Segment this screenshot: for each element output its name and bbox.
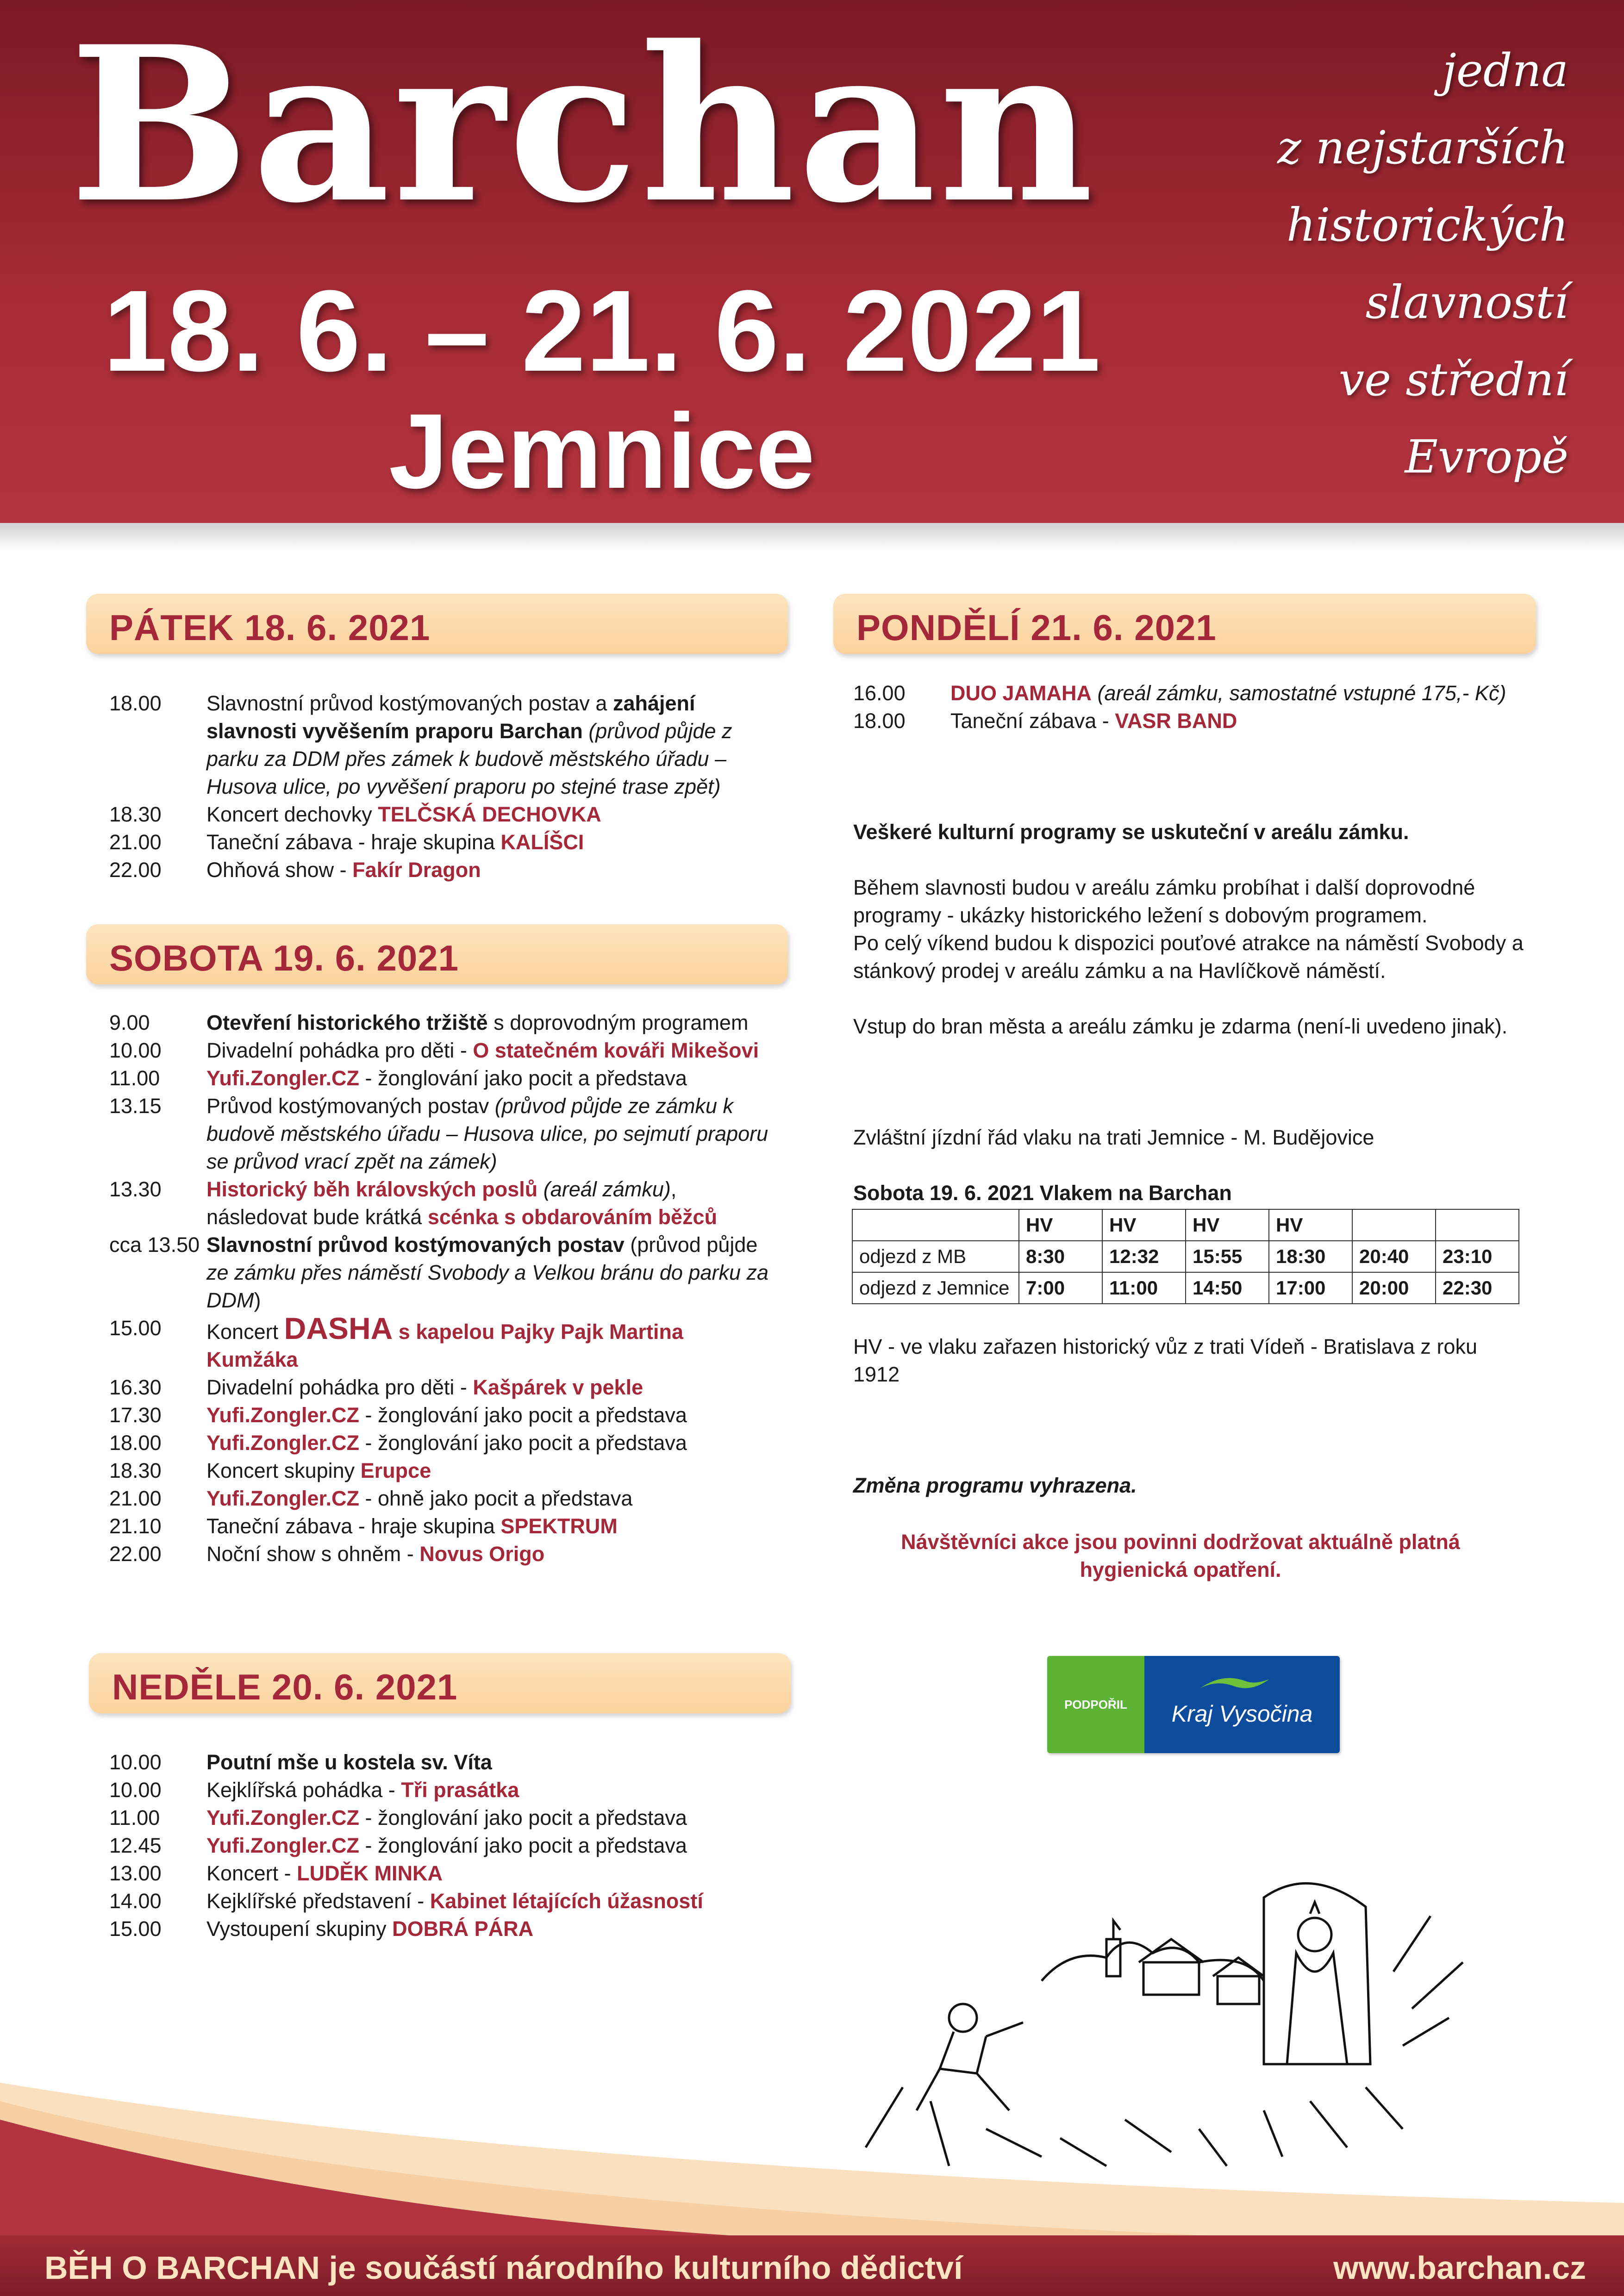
train-cell: 22:30: [1436, 1272, 1519, 1304]
program-time: 21.10: [109, 1514, 162, 1538]
program-text: Erupce: [360, 1459, 431, 1482]
program-text: Kejklířské představení -: [206, 1889, 430, 1913]
program-description: [206, 1887, 781, 1915]
program-row: [109, 1374, 781, 1401]
tagline-line: ve střední: [1338, 354, 1568, 406]
info-attractions: Po celý víkend budou k dispozici pouťové atrakce na náměstí Svobody a stánkový prodej v areálu zámku a na Havlíčkově náměstí.: [853, 931, 1524, 983]
program-time: 16.00: [853, 681, 906, 705]
hygiene-note: Návštěvníci akce jsou povinni dodržovat aktuálně platná hygienická opatření.: [901, 1530, 1460, 1581]
train-cell: 15:55: [1186, 1241, 1269, 1272]
train-cell: 12:32: [1102, 1241, 1186, 1272]
program-text: Koncert: [206, 1320, 284, 1344]
program-description: [206, 1512, 781, 1540]
logo-swoosh-icon: [1200, 1674, 1269, 1693]
train-row: [852, 1272, 1519, 1304]
day-heading-label: PONDĚLÍ 21. 6. 2021: [856, 607, 1217, 648]
event-town: Jemnice: [388, 392, 815, 510]
program-row: [109, 1457, 781, 1485]
info-venue: Veškeré kulturní programy se uskuteční v areálu zámku.: [853, 820, 1409, 844]
program-row: [109, 1915, 781, 1943]
program-time: 18.30: [109, 803, 162, 826]
train-row: [852, 1209, 1519, 1241]
program-text: Slavnostní průvod kostýmovaných postav a: [206, 691, 613, 715]
program-description: [206, 1915, 781, 1943]
program-monday: [853, 679, 1524, 735]
train-note: HV - ve vlaku zařazen historický vůz z trati Vídeň - Bratislava z roku 1912: [853, 1335, 1477, 1386]
program-row: [109, 801, 781, 828]
program-time: 15.00: [109, 1316, 162, 1340]
event-dates: 18. 6. – 21. 6. 2021: [103, 266, 1101, 395]
train-cell: 23:10: [1436, 1241, 1519, 1272]
program-row: [853, 707, 1524, 735]
footer-website-link[interactable]: www.barchan.cz: [1333, 2250, 1586, 2286]
program-time: 18.30: [109, 1459, 162, 1482]
logo-region-text: Kraj Vysočina: [1171, 1701, 1313, 1727]
program-text: , následovat bude krátká: [206, 1177, 677, 1229]
train-cell: 8:30: [1019, 1241, 1102, 1272]
program-time: 22.00: [109, 858, 162, 882]
program-row: [109, 1887, 781, 1915]
program-text: SPEKTRUM: [500, 1514, 618, 1538]
program-text: Vystoupení skupiny: [206, 1917, 393, 1941]
tagline-line: slavností: [1365, 276, 1568, 329]
program-row: [109, 1037, 781, 1064]
program-text: Novus Origo: [419, 1542, 545, 1566]
program-text: ze zámku přes náměstí Svobody a Velkou bránu do parku za DDM: [206, 1261, 769, 1312]
program-time: 15.00: [109, 1917, 162, 1941]
program-text: Yufi.Zongler.CZ: [206, 1834, 360, 1857]
program-row: [109, 828, 781, 856]
program-sunday: [109, 1748, 781, 1943]
info-entry: Vstup do bran města a areálu zámku je zdarma (není-li uvedeno jinak).: [853, 1014, 1508, 1038]
train-subtitle: Sobota 19. 6. 2021 Vlakem na Barchan: [853, 1181, 1232, 1205]
program-text: TELČSKÁ DECHOVKA: [378, 803, 601, 826]
footer-heritage-text: BĚH O BARCHAN je součástí národního kulturního dědictví: [44, 2250, 963, 2286]
program-time: 18.00: [109, 1431, 162, 1455]
program-text: - žonglování jako pocit a představa: [359, 1834, 687, 1857]
program-description: [206, 1429, 781, 1457]
program-time: 21.00: [109, 830, 162, 854]
program-text: Otevření historického tržiště: [206, 1011, 488, 1034]
program-text: - žonglování jako pocit a představa: [359, 1066, 687, 1090]
program-description: [206, 1064, 781, 1092]
tagline-line: jedna: [1442, 44, 1568, 97]
program-row: [109, 1401, 781, 1429]
program-text: - ohně jako pocit a představa: [359, 1487, 633, 1510]
program-row: [109, 1231, 781, 1314]
program-text: Yufi.Zongler.CZ: [206, 1431, 360, 1455]
train-timetable: [852, 1209, 1519, 1304]
train-cell: [1436, 1209, 1519, 1241]
program-text: DASHA: [284, 1311, 393, 1345]
program-text: - žonglování jako pocit a představa: [359, 1431, 687, 1455]
program-text: Kašpárek v pekle: [473, 1375, 643, 1399]
program-friday: [109, 690, 781, 884]
program-time: cca 13.50: [109, 1233, 200, 1257]
footer-bar: [0, 2235, 1624, 2296]
program-text: Slavnostní průvod kostýmovaných postav: [206, 1233, 625, 1257]
program-row: [109, 1540, 781, 1568]
program-description: [206, 1457, 781, 1485]
program-row: [109, 1009, 781, 1037]
program-text: Koncert -: [206, 1861, 297, 1885]
program-time: 10.00: [109, 1039, 162, 1062]
train-cell: 18:30: [1269, 1241, 1352, 1272]
program-text: VASR BAND: [1115, 709, 1237, 733]
program-time: 21.00: [109, 1487, 162, 1510]
logo-region-name: [1144, 1656, 1340, 1753]
train-cell: 17:00: [1269, 1272, 1352, 1304]
tagline: [1152, 32, 1568, 496]
program-description: [206, 1231, 781, 1314]
program-time: 22.00: [109, 1542, 162, 1566]
info-programs: Během slavnosti budou v areálu zámku probíhat i další doprovodné programy - ukázky historického ležení s dobovým programem.: [853, 876, 1475, 927]
program-change-note: Změna programu vyhrazena.: [853, 1474, 1137, 1497]
program-text: Taneční zábava -: [950, 709, 1115, 733]
program-description: [206, 1176, 781, 1231]
program-description: [206, 1374, 781, 1401]
program-time: 11.00: [109, 1066, 160, 1090]
program-text: (průvod půjde ze zámku k budově městského úřadu – Husova ulice, po sejmutí praporu se průvod vrací zpět na zámek): [206, 1094, 768, 1173]
program-description: [206, 1009, 781, 1037]
program-text: Kabinet létajících úžasností: [430, 1889, 703, 1913]
train-cell: HV: [1102, 1209, 1186, 1241]
program-description: [206, 1037, 781, 1064]
program-text: Yufi.Zongler.CZ: [206, 1403, 360, 1427]
program-description: [950, 679, 1524, 707]
program-time: 14.00: [109, 1889, 162, 1913]
program-text: LUDĚK MINKA: [297, 1861, 443, 1885]
day-heading-label: NEDĚLE 20. 6. 2021: [112, 1667, 458, 1707]
program-text: Kejklířská pohádka -: [206, 1778, 401, 1802]
program-text: - žonglování jako pocit a představa: [359, 1403, 687, 1427]
program-text: ): [254, 1288, 261, 1312]
program-time: 17.30: [109, 1403, 162, 1427]
program-row: [853, 679, 1524, 707]
program-text: - žonglování jako pocit a představa: [359, 1806, 687, 1829]
program-description: [206, 1776, 781, 1804]
program-text: zahájení slavnosti vyvěšením praporu Barchan: [206, 691, 695, 743]
program-description: [206, 1401, 781, 1429]
program-description: [206, 1311, 781, 1374]
train-cell: odjezd z MB: [852, 1241, 1019, 1272]
program-text: Yufi.Zongler.CZ: [206, 1487, 360, 1510]
tagline-line: Evropě: [1405, 431, 1568, 484]
program-description: [206, 1540, 781, 1568]
day-heading-saturday: [86, 924, 788, 984]
program-text: Yufi.Zongler.CZ: [206, 1806, 360, 1829]
program-time: 12.45: [109, 1834, 162, 1857]
program-row: [109, 1776, 781, 1804]
program-text: s doprovodným programem: [487, 1011, 749, 1034]
program-row: [109, 1860, 781, 1887]
program-description: [206, 1832, 781, 1860]
day-heading-label: PÁTEK 18. 6. 2021: [109, 607, 431, 648]
train-cell: HV: [1269, 1209, 1352, 1241]
program-description: [950, 707, 1524, 735]
program-text: Taneční zábava - hraje skupina: [206, 830, 501, 854]
train-cell: HV: [1019, 1209, 1102, 1241]
event-title: Barchan: [69, 0, 1097, 250]
program-row: [109, 1064, 781, 1092]
program-time: 10.00: [109, 1750, 162, 1774]
program-text: DUO JAMAHA: [950, 681, 1092, 705]
program-time: 16.30: [109, 1375, 162, 1399]
program-text: Yufi.Zongler.CZ: [206, 1066, 360, 1090]
train-cell: 7:00: [1019, 1272, 1102, 1304]
program-description: [206, 828, 781, 856]
program-description: [206, 801, 781, 828]
program-row: [109, 1804, 781, 1832]
program-text: (průvod půjde: [624, 1233, 758, 1257]
day-heading-sunday: [89, 1653, 791, 1713]
program-text: (areál zámku): [537, 1177, 671, 1201]
program-time: 11.00: [109, 1806, 160, 1829]
day-heading-friday: [86, 594, 788, 654]
program-description: [206, 1092, 781, 1176]
program-time: 18.00: [109, 691, 162, 715]
program-text: Noční show s ohněm -: [206, 1542, 420, 1566]
kraj-vysocina-logo: [1047, 1656, 1340, 1753]
program-text: Historický běh královských poslů: [206, 1177, 538, 1201]
program-text: Koncert skupiny: [206, 1459, 361, 1482]
program-text: Poutní mše u kostela sv. Víta: [206, 1750, 492, 1774]
program-time: 10.00: [109, 1778, 162, 1802]
train-cell: [1352, 1209, 1436, 1241]
train-row: [852, 1241, 1519, 1272]
program-description: [206, 1748, 781, 1776]
program-row: [109, 1485, 781, 1512]
program-row: [109, 1092, 781, 1176]
program-time: 13.15: [109, 1094, 162, 1118]
train-title: Zvláštní jízdní řád vlaku na trati Jemnice - M. Budějovice: [853, 1126, 1374, 1149]
program-description: [206, 1860, 781, 1887]
program-text: (průvod půjde z parku za DDM přes zámek k budově městského úřadu – Husova ulice, po vyvěšení praporu po stejné trase zpět): [206, 719, 732, 798]
train-cell: 20:00: [1352, 1272, 1436, 1304]
program-row: [109, 1429, 781, 1457]
program-description: [206, 690, 781, 801]
train-cell: HV: [1186, 1209, 1269, 1241]
program-time: 18.00: [853, 709, 906, 733]
program-text: Divadelní pohádka pro děti -: [206, 1375, 473, 1399]
program-text: Divadelní pohádka pro děti -: [206, 1039, 473, 1062]
logo-supported-label: PODPOŘIL: [1047, 1656, 1144, 1753]
program-row: [109, 690, 781, 801]
program-row: [109, 1748, 781, 1776]
program-description: [206, 1804, 781, 1832]
header-shadow: [0, 523, 1624, 551]
program-text: s kapelou Pajky Pajk Martina Kumžáka: [206, 1320, 684, 1371]
program-time: 9.00: [109, 1011, 150, 1034]
program-text: Průvod kostýmovaných postav: [206, 1094, 495, 1118]
program-text: DOBRÁ PÁRA: [392, 1917, 534, 1941]
program-saturday: [109, 1009, 781, 1568]
program-time: 13.00: [109, 1861, 162, 1885]
program-row: [109, 856, 781, 884]
program-description: [206, 1485, 781, 1512]
info-block: [853, 818, 1524, 1040]
program-text: O statečném kováři Mikešovi: [473, 1039, 759, 1062]
train-cell: [852, 1209, 1019, 1241]
tagline-line: z nejstarších: [1277, 122, 1568, 174]
program-description: [206, 856, 781, 884]
program-text: (areál zámku, samostatné vstupné 175,- Kč): [1092, 681, 1506, 705]
program-row: [109, 1311, 781, 1374]
program-text: Ohňová show -: [206, 858, 353, 882]
day-heading-label: SOBOTA 19. 6. 2021: [109, 938, 459, 978]
program-row: [109, 1512, 781, 1540]
program-row: [109, 1176, 781, 1231]
day-heading-monday: [833, 594, 1536, 654]
program-row: [109, 1832, 781, 1860]
program-text: Taneční zábava - hraje skupina: [206, 1514, 501, 1538]
program-text: Fakír Dragon: [352, 858, 481, 882]
train-cell: 20:40: [1352, 1241, 1436, 1272]
program-text: Tři prasátka: [401, 1778, 519, 1802]
train-cell: odjezd z Jemnice: [852, 1272, 1019, 1304]
program-text: KALÍŠCI: [500, 830, 584, 854]
train-cell: 14:50: [1186, 1272, 1269, 1304]
program-time: 13.30: [109, 1177, 162, 1201]
program-text: Koncert dechovky: [206, 803, 378, 826]
program-text: scénka s obdarováním běžců: [427, 1205, 718, 1229]
train-cell: 11:00: [1102, 1272, 1186, 1304]
tagline-line: historických: [1287, 199, 1568, 252]
